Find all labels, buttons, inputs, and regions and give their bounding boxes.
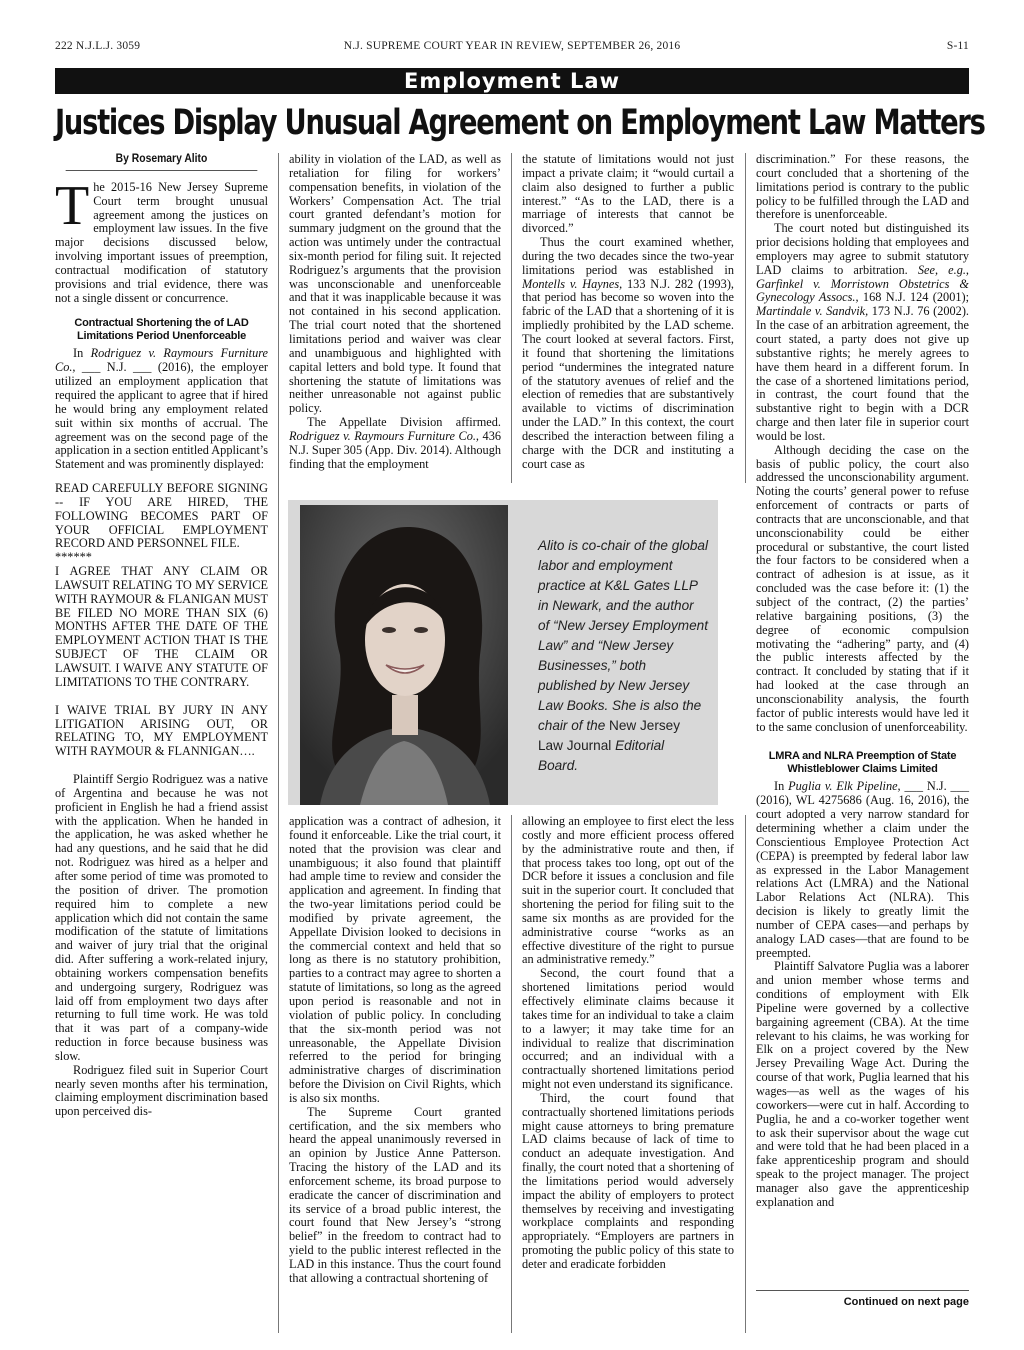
paragraph: Thus the court examined whether, during the two decades since the two-year limitations period was established in Montells v. Haynes, 133 N.J. 282 (1993), that period has become so woven into the fabric of the LAD that a shortening of it is impliedly prohibited by the LAD scheme. The court looked at several factors. First, it found that shortening the limitations period “undermines the integrated nature of the statutory avenues of relief and the election of remedies that are substantively available to victims of discrimination under the LAD.” In this context, the court described the interaction between filing a charge with the DCR and instituting a court case as [522, 235, 734, 471]
author-photo [300, 505, 508, 805]
column-4 [756, 153, 969, 1210]
header-page-number: S-11 [946, 40, 969, 52]
paragraph: discrimination.” For these reasons, the court concluded that a shortening of the limitations period is contrary to the public policy to be fulfilled through the LAD and therefore is unenforceable. [756, 152, 969, 222]
author-portrait-illustration [300, 505, 508, 805]
author-bio-caption: Alito is co-chair of the global labor and employment practice at K&L Gates LLP in Newark, and the author of “New Jersey Employment Law” and “New Jersey Businesses,” both published by New Jersey Law Books. She is also the chair of the New Jersey Law Journal Editorial Board. [538, 538, 709, 773]
quote-block: I WAIVE TRIAL BY JURY IN ANY LITIGATION ARISING OUT, OR RELATING TO, MY EMPLOYMENT WITH RAYMOUR & FLANNIGAN…. [55, 702, 268, 759]
intro-paragraph: The 2015-16 New Jersey Supreme Court term brought unusual agreement among the justices on employment law issues. In the five major decisions discussed below, involving important issues of preemption, contractual modification of statutory provisions and trial evidence, there was not a single dissent or concurrence. [55, 174, 268, 305]
section-band: Employment Law [55, 68, 969, 94]
column-rule [745, 815, 746, 1333]
column-rule [278, 153, 279, 1333]
column-rule [511, 815, 512, 1333]
paragraph: Second, the court found that a shortened limitations period would effectively eliminate claims because it takes time for an individual to take a claim to a lawyer; it may take time for an individual to realize that discrimination occurred; and an individual with a contractually shortened limitations period might not even understand its significance. [522, 966, 734, 1092]
paragraph: Although deciding the case on the basis of public policy, the court also addressed the unconscionability argument. Noting the courts’ general power to refuse enforcement of contracts or parts of contracts that are unconscionable, and that unconscionability could be either procedural or substantive, the court listed the four factors to be considered when a contract of adhesion is at issue, as it concluded was the case before it: (1) the subject of the contract, (2) the parties’ relative bargaining positions, (3) the degree of economic compulsion motivating the “adhering” party, and (4) the public interests affected by the contract. It concluded by stating that if it had looked at the case through an unconscionability analysis, the fourth factor of public interests would have led it to the same conclusion of unenforceability. [756, 442, 969, 734]
quote-block: I AGREE THAT ANY CLAIM OR LAWSUIT RELATING TO MY SERVICE WITH RAYMOUR & FLANIGAN MUST BE FILED NO MORE THAN SIX (6) MONTHS AFTER THE DATE OF THE EMPLOYMENT ACTION THAT IS THE SUBJECT OF THE CLAIM OR LAWSUIT. I WAIVE ANY STATUTE OF LIMITATIONS TO THE CONTRARY. [55, 564, 268, 689]
subhead-puglia: LMRA and NLRA Preemption of State Whistleblower Claims Limited [768, 750, 957, 776]
column-1 [55, 153, 268, 1119]
column-3-bottom [522, 815, 734, 1272]
paragraph: Third, the court found that contractually shortened limitations periods might cause attorneys to bring premature LAD claims because of lack of time to conduct an adequate investigation. And finally, the court noted that a shortening of the limitations period would adversely impact the ability of employers to protect themselves by receiving and investigating workplace complaints and responding appropriately. “Employers are partners in promoting the public policy of this state to deter and eradicate forbidden [522, 1090, 734, 1271]
paragraph: application was a contract of adhesion, it found it enforceable. Like the trial court, it noted that the provision was clear and unambiguous; it also found that plaintiff had ample time to review and consider the application and agreement. In finding that the two-year limitations period could be modified by private agreement, the Appellate Division looked to decisions in the commercial context and held that so long as there is no statutory prohibition, parties to a contract may agree to shorten a statute of limitations, so long as the agreed upon period is reasonable and not in violation of public policy. In concluding that the six-month period was not unreasonable, the Appellate Division referred to the period for bringing administrative charges of discrimination before the Division on Civil Rights, which is also six months. [289, 814, 501, 1105]
paragraph: In Puglia v. Elk Pipeline, ___ N.J. ___ (2016), WL 4275686 (Aug. 16, 2016), the court adopted a very narrow standard for determining whether a claim under the Conscientious Employee Protection Act (CEPA) is preempted by federal labor law as expressed in the Labor Management relations Act (LMRA) and the National Labor Relations Act (NLRA). This decision is likely to greatly limit the number of CEPA cases—and perhaps by analogy LAD cases—that are found to be preempted. [756, 779, 969, 960]
subhead-rodriguez: Contractual Shortening the of LAD Limitations Period Unenforceable [74, 317, 249, 343]
paragraph: Rodriguez filed suit in Superior Court nearly seven months after his termination, claiming employment discrimination based upon perceived dis- [55, 1062, 268, 1119]
column-rule [745, 153, 746, 483]
paragraph: Plaintiff Salvatore Puglia was a laborer and union member whose terms and conditions of employment with Elk Pipeline were governed by a collective bargaining agreement (CBA). At the time relevant to his claims, he was working for Elk on a project covered by the New Jersey Prevailing Wage Act. During the course of that work, Puglia learned that his wages—as well as the wages of his coworkers—were cut in half. According to Puglia, he and a co-worker together went to ask their supervisor about the wage cut and were told that he had been placed in a fake apprenticeship program and should speak to the project manager. The project manager also gave the apprenticeship explanation and [756, 959, 969, 1209]
article-headline: Justices Display Unusual Agreement on Employment Law Matters [55, 103, 985, 143]
quote-separator: ****** [55, 550, 92, 565]
page-header [55, 40, 969, 58]
header-publication: N.J. SUPREME COURT YEAR IN REVIEW, SEPTEMBER 26, 2016 [343, 40, 681, 52]
drop-cap: T [55, 174, 90, 237]
paragraph: The Supreme Court granted certification, and the six members who heard the appeal unanimously reversed in an opinion by Justice Anne Patterson. Tracing the history of the LAD and its enforcement scheme, its broad purpose to eradicate the cancer of discrimination and its service of a broad public interest, the court found that New Jersey’s “strong belief” in the freedom to contract had to yield to the public interest reflected in the LAD in this instance. Thus the court found that allowing a contractual shortening of [289, 1104, 501, 1285]
paragraph: allowing an employee to first elect the less costly and more efficient process offered by the administrative route and then, if that process takes too long, opt out of the DCR before it issues a conclusion and file suit in the superior court. It concluded that shortening the period for filing suit to the same six months as are provided for the administrative course “works as an effective divestiture of the right to pursue an administrative remedy.” [522, 814, 734, 967]
paragraph: the statute of limitations would not just impact a private claim; it “would curtail a claim also designed to further a public interest.” “As to the LAD, there is a marriage of interests that cannot be divorced.” [522, 152, 734, 236]
continued-on-next-page: Continued on next page [756, 1290, 969, 1308]
quote-block: READ CAREFULLY BEFORE SIGNING -- IF YOU ARE HIRED, THE FOLLOWING BECOMES PART OF YOUR OFFICIAL EMPLOYMENT RECORD AND PERSONNEL FILE. [55, 481, 268, 551]
byline: By Rosemary Alito [66, 153, 258, 171]
column-2-top [289, 153, 501, 471]
column-3-top [522, 153, 734, 471]
paragraph: Plaintiff Sergio Rodriguez was a native of Argentina and because he was not proficient in English he had a friend assist with the application. When he handed in the application, he was asked whether he had any questions, and he said that he did not. Rodriguez was hired as a helper and after some period of time was promoted to the position of driver. The promotion required him to complete a new application which did not contain the same modification of the statute of limitations and waiver of jury trial that the original did. After suffering a work-related injury, obtaining workers compensation benefits and undergoing surgery, Rodriguez was laid off from employment two days after returning to full time work. He was told that it was part of a company-wide reduction in force because business was slow. [55, 772, 268, 1063]
quoted-application-text [55, 472, 268, 759]
paragraph: The Appellate Division affirmed. Rodriguez v. Raymours Furniture Co., 436 N.J. Super 305 (App. Div. 2014). Although finding that the employment [289, 415, 502, 471]
paragraph: ability in violation of the LAD, as well as retaliation for filing for workers’ compensation benefits, in violation of the Workers’ Compensation Act. The trial court granted defendant’s motion for summary judgment on the ground that the action was untimely under the contractual six-month period for filing suit. It rejected Rodriguez’s arguments that the provision was unconscionable and unenforceable and that it was inapplicable because it was not contained in his second application. The trial court noted that the shortened limitations period and waiver was clear and unambiguous and highlighted with capital letters and bold type. It found that shortening the statute of limitations was neither unreasonable not against public policy. [289, 152, 501, 416]
column-rule [511, 153, 512, 483]
column-2-bottom [289, 815, 501, 1286]
header-citation: 222 N.J.L.J. 3059 [55, 40, 141, 52]
paragraph: In Rodriguez v. Raymours Furniture Co., ___ N.J. ___ (2016), the employer utilized an employment application that required the applicant to agree that if hired he would bring any employment related suit within six months of accrual. The agreement was on the second page of the application in a section entitled Applicant’s Statement and was prominently displayed: [55, 346, 268, 472]
paragraph: The court noted but distinguished its prior decisions holding that employees and employers may agree to submit statutory LAD claims to arbitration. See, e.g., Garfinkel v. Morristown Obstetrics & Gynecology Assocs., 168 N.J. 124 (2001); Martindale v. Sandvik, 173 N.J. 76 (2002). In the case of an arbitration agreement, the court stated, a party does not give up substantive rights; he merely agrees to have them heard in a different forum. In the case of a shortened limitations period, in contrast, the court found that the substantive right to begin with a DCR charge and then later file in superior court would be lost. [756, 221, 970, 443]
